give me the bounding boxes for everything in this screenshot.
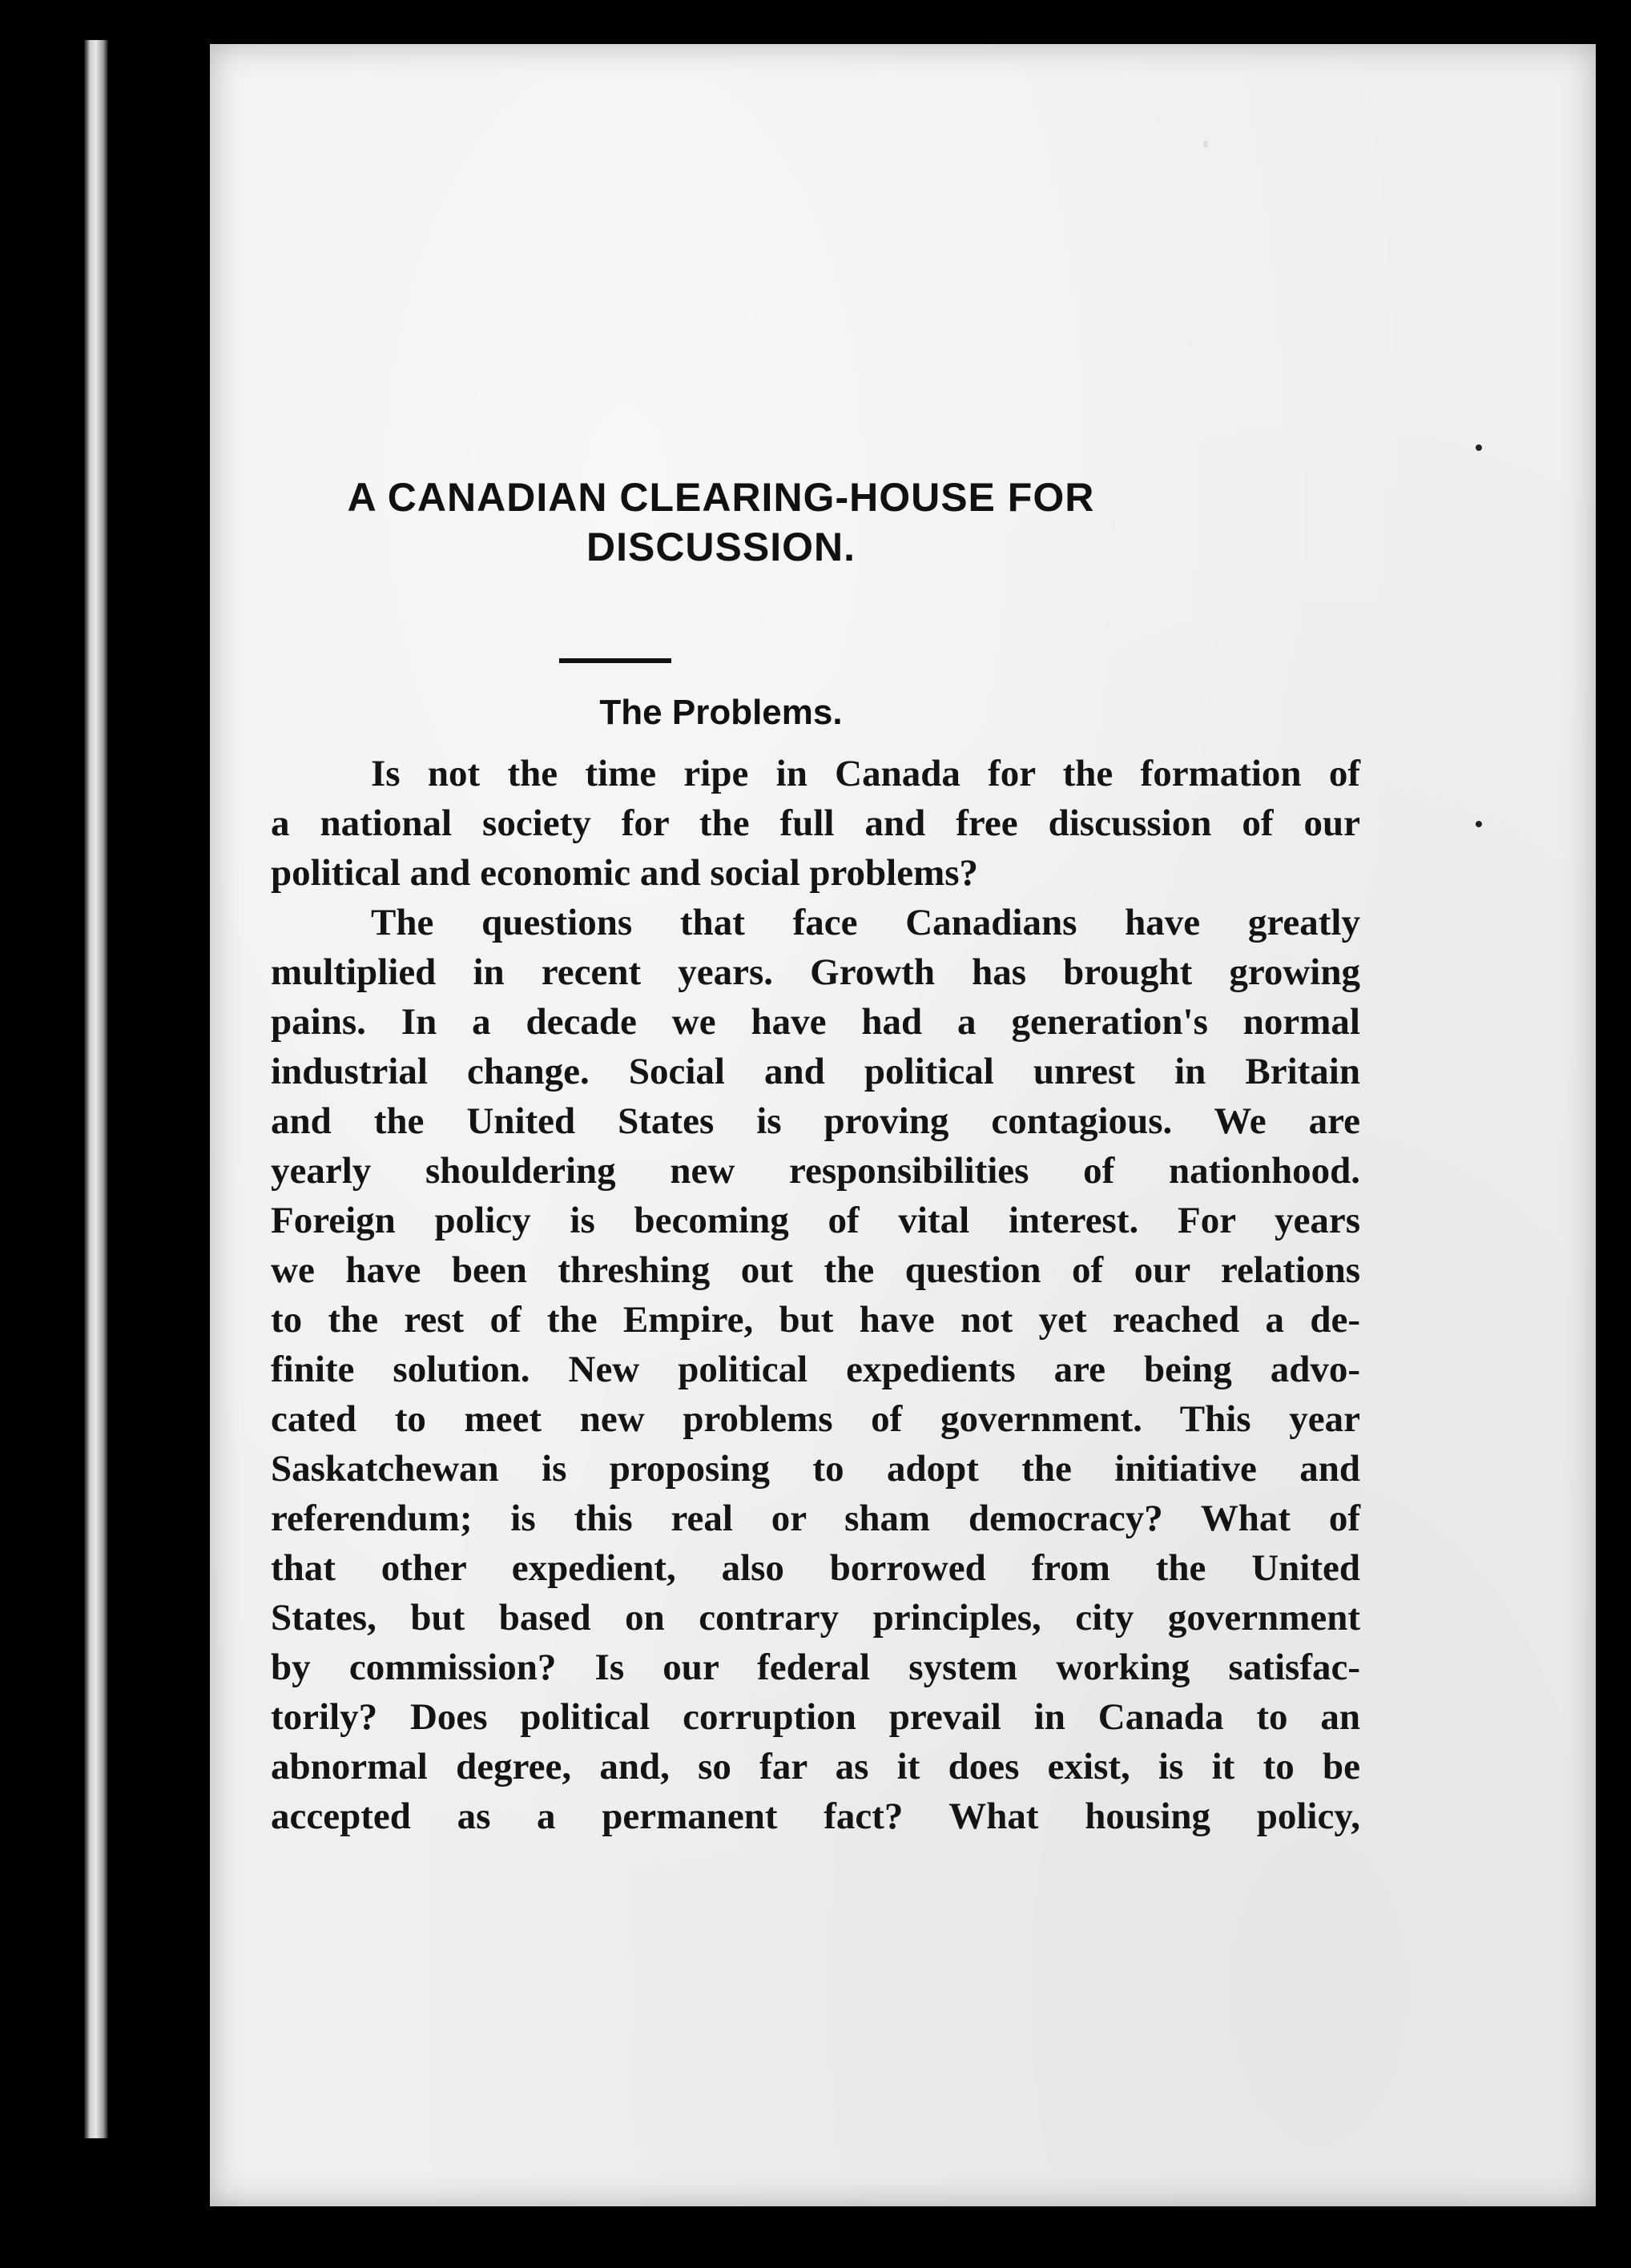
text-line: Saskatchewan is proposing to adopt the initiative and [271, 1448, 1360, 1490]
scan-bottom-border [200, 2210, 1631, 2268]
section-heading: The Problems. [599, 693, 843, 732]
text-line: accepted as a permanent fact? What housing policy, [271, 1796, 1360, 1837]
text-line: a national society for the full and free discussion of our [271, 802, 1360, 844]
text-line: Is not the time ripe in Canada for the formation of [371, 753, 1360, 794]
text-line: States, but based on contrary principles, city government [271, 1597, 1360, 1639]
title-line-1: A CANADIAN CLEARING-HOUSE FOR [347, 475, 1095, 520]
page-speck [1476, 821, 1482, 827]
text-line: we have been threshing out the question of our relations [271, 1249, 1360, 1291]
text-line: referendum; is this real or sham democracy? What of [271, 1498, 1360, 1539]
text-line: The questions that face Canadians have greatly [371, 902, 1360, 943]
page-speck [1476, 444, 1482, 451]
title-line-2: DISCUSSION. [586, 525, 856, 569]
document-title [216, 472, 1226, 572]
text-line: torily? Does political corruption prevail in Canada to an [271, 1696, 1360, 1738]
text-line: political and economic and social problems? [271, 852, 979, 894]
text-line: finite solution. New political expedients are being advo- [271, 1349, 1360, 1390]
text-line: Foreign policy is becoming of vital interest. For years [271, 1200, 1360, 1241]
text-line: that other expedient, also borrowed from the United [271, 1547, 1360, 1589]
text-line: by commission? Is our federal system working satisfac- [271, 1647, 1360, 1688]
text-line: industrial change. Social and political unrest in Britain [271, 1051, 1360, 1092]
text-line: multiplied in recent years. Growth has brought growing [271, 951, 1360, 993]
text-line: cated to meet new problems of government. This year [271, 1398, 1360, 1440]
text-line: pains. In a decade we have had a generation's normal [271, 1001, 1360, 1043]
text-line: yearly shouldering new responsibilities of nationhood. [271, 1150, 1360, 1192]
page-speck [1203, 140, 1208, 148]
text-line: to the rest of the Empire, but have not yet reached a de- [271, 1299, 1360, 1341]
title-divider [559, 658, 671, 663]
body-text [271, 749, 1360, 1841]
text-line: abnormal degree, and, so far as it does exist, is it to be [271, 1746, 1360, 1787]
binding-edge [84, 40, 108, 2138]
text-line: and the United States is proving contagious. We are [271, 1100, 1360, 1142]
